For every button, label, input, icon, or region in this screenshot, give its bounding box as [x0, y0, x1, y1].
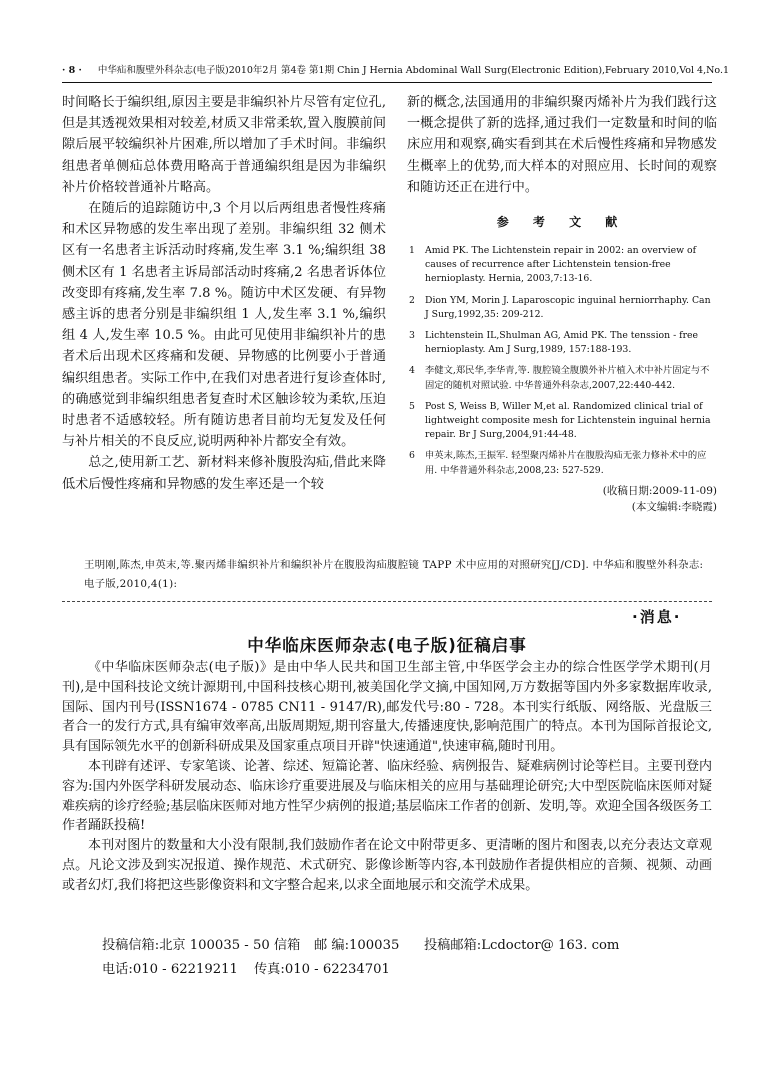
- received-date: (收稿日期:2009-11-09): [602, 484, 717, 497]
- left-column: [62, 92, 386, 495]
- body-paragraph: 时间略长于编织组,原因主要是非编织补片尽管有定位孔,但是其透视效果相对较差,材质又非常柔软,置入腹膜前间隙后展平较编织补片困难,所以增加了手术时间。非编织组患者单侧疝总体费用略高于普通编织组是因为非编织补片价格较普通补片略高。: [62, 95, 386, 195]
- citation: 王明刚,陈杰,申英末,等.聚丙烯非编织补片和编织补片在腹股沟疝腹腔镜 TAPP 术中应用的对照研究[J/CD]. 中华疝和腹壁外科杂志:电子版,2010,4(1):: [84, 559, 704, 590]
- references-list: [407, 244, 717, 478]
- reference-item: 5 Post S, Weiss B, Willer M,et al. Randomized clinical trial of lightweight composite mesh for Lichtenstein inguinal hernia repair. Br J Surg,2004,91:44-48.: [409, 400, 711, 441]
- reference-item: 6 申英末,陈杰,王振军. 轻型聚丙烯补片在腹股沟疝无张力修补术中的应用. 中华普通外科杂志,2008,23: 527-529.: [409, 450, 707, 476]
- mail-address: 投稿信箱:北京 100035 - 50 信箱: [102, 938, 301, 953]
- section-divider: [62, 601, 712, 602]
- contact-row-1: [102, 936, 619, 956]
- fax: 传真:010 - 62234701: [254, 962, 390, 977]
- page-number: · 8 ·: [62, 65, 82, 76]
- news-title: 中华临床医师杂志(电子版)征稿启事: [247, 636, 527, 655]
- header-rule: [62, 82, 712, 83]
- reference-item: 1 Amid PK. The Lichtenstein repair in 2002: an overview of causes of recurrence after Lichtenstein tension-free hernioplasty. Hernia, 2003,7:13-16.: [409, 245, 697, 285]
- body-paragraph: 新的概念,法国通用的非编织聚丙烯补片为我们践行这一概念提供了新的选择,通过我们一定数量和时间的临床应用和观察,确实看到其在术后慢性疼痛和异物感发生概率上的优势,而大样本的对照应用、长时间的观察和随访还正在进行中。: [407, 95, 717, 195]
- news-tag: ·消息·: [632, 608, 682, 626]
- running-header: [62, 62, 730, 76]
- journal-line: 中华疝和腹壁外科杂志(电子版)2010年2月 第4卷 第1期 Chin J Hernia Abdominal Wall Surg(Electronic Edition),February 2010,Vol 4,No.1: [97, 65, 730, 76]
- right-column: [407, 92, 717, 515]
- postcode: 邮 编:100035: [314, 938, 400, 953]
- body-paragraph: 在随后的追踪随访中,3 个月以后两组患者慢性疼痛和术区异物感的发生率出现了差别。非编织组 32 侧术区有一名患者主诉活动时疼痛,发生率 3.1 %;编织组 38 侧术区有 1 名患者主诉局部活动时疼痛,2 名患者诉体位改变即有疼痛,发生率 7.8 %。随访中术区发硬、有异物感主诉的患者分别是非编织组 1 人,发生率 3.1 %,编织组 4 人,发生率 10.5 %。由此可见使用非编织补片的患者术后出现术区疼痛和发硬、异物感的比例要小于普通编织组患者。实际工作中,在我们对患者进行复诊查体时,的确感觉到非编织组患者复查时术区触诊较为柔软,压迫时患者不适感较轻。所有随访患者目前均无复发及任何与补片相关的不良反应,说明两种补片都安全有效。: [62, 201, 386, 450]
- editor-note: (本文编辑:李晓霞): [631, 500, 717, 513]
- references-title: 参 考 文 献: [496, 215, 628, 230]
- news-paragraph: 《中华临床医师杂志(电子版)》是由中华人民共和国卫生部主管,中华医学会主办的综合性医学学术期刊(月刊),是中国科技论文统计源期刊,中国科技核心期刊,被美国化学文摘,中国知网,万方数据等国内外多家数据库收录,国际、国内刊号(ISSN1674 - 0785 CN11 - 9147/R),邮发代号:80 - 728。本刊实行纸版、网络版、光盘版三者合一的发行方式,具有编审效率高,出版周期短,期刊容量大,传播速度快,影响范围广的特点。本刊为国际首报论文,具有国际领先水平的创新科研成果及国家重点项目开辟"快速通道",快速审稿,随时刊用。: [62, 660, 712, 755]
- contact-row-2: [102, 960, 390, 980]
- news-body: [62, 658, 712, 896]
- reference-item: 4 李健文,郑民华,李华青,等. 腹腔镜全腹膜外补片植入术中补片固定与不固定的随机对照试验. 中华普通外科杂志,2007,22:440-442.: [409, 365, 710, 391]
- news-paragraph: 本刊辟有述评、专家笔谈、论著、综述、短篇论著、临床经验、病例报告、疑难病例讨论等栏目。主要刊登内容为:国内外医学科研发展动态、临床诊疗重要进展及与临床相关的应用与基础理论研究;大中型医院临床医师对疑难疾病的诊疗经验;基层临床医师对地方性罕少病例的报道;基层临床工作者的创新、发明,等。欢迎全国各级医务工作者踊跃投稿!: [62, 758, 713, 834]
- news-paragraph: 本刊对图片的数量和大小没有限制,我们鼓励作者在论文中附带更多、更清晰的图片和图表,以充分表达文章观点。凡论文涉及到实况报道、操作规范、术式研究、影像诊断等内容,本刊鼓励作者提供相应的音频、视频、动画或者幻灯,我们将把这些影像资料和文字整合起来,以求全面地展示和交流学术成果。: [62, 838, 712, 893]
- reference-item: 2 Dion YM, Morin J. Laparoscopic inguinal herniorrhaphy. Can J Surg,1992,35: 209-212.: [409, 294, 711, 320]
- reference-item: 3 Lichtenstein IL,Shulman AG, Amid PK. The tenssion - free hernioplasty. Am J Surg,1989, 157:188-193.: [409, 330, 699, 356]
- body-paragraph: 总之,使用新工艺、新材料来修补腹股沟疝,借此来降低术后慢性疼痛和异物感的发生率还是一个较: [62, 455, 386, 492]
- submission-email[interactable]: 投稿邮箱:Lcdoctor@ 163. com: [424, 938, 620, 953]
- phone: 电话:010 - 62219211: [102, 962, 238, 977]
